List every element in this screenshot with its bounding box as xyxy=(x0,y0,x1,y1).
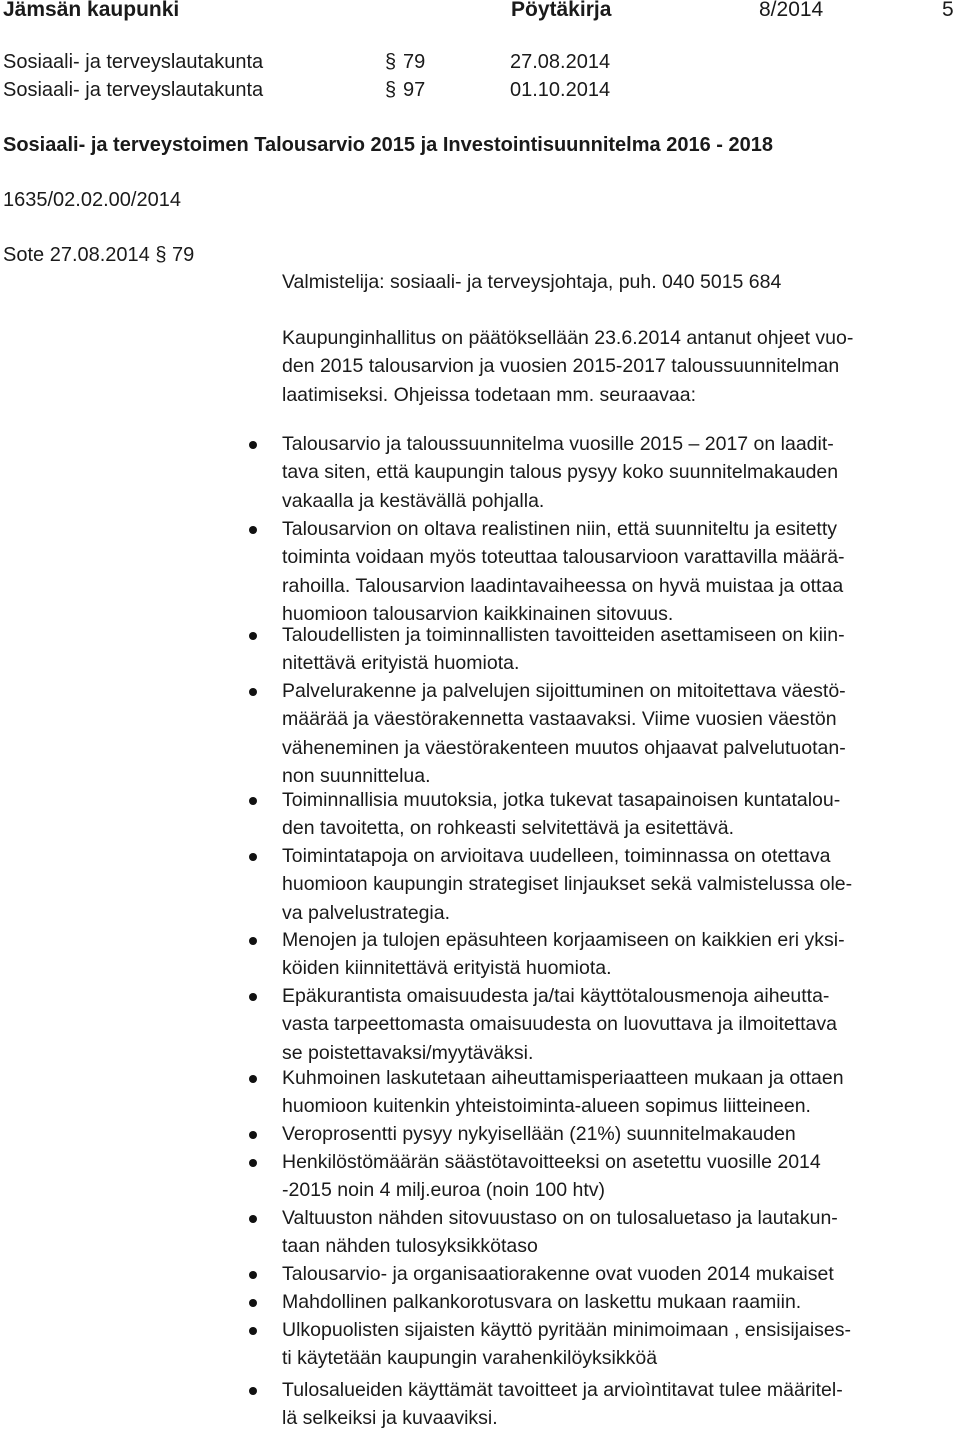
intro-paragraph xyxy=(282,324,960,409)
list-item-line: -2015 noin 4 milj.euroa (noin 100 htv) xyxy=(282,1179,606,1202)
list-item-line: Talousarvio- ja organisaatiorakenne ovat vuoden 2014 mukaiset xyxy=(282,1263,834,1285)
list-item xyxy=(282,842,960,927)
bullet-dot xyxy=(249,1327,257,1335)
list-item-line: Palvelurakenne ja palvelujen sijoittuminen on mitoitettava väestö- xyxy=(282,680,846,702)
list-item-line: taan nähden tulosyksikkötaso xyxy=(282,1235,538,1258)
list-item xyxy=(282,621,960,678)
bullet-dot xyxy=(249,1387,257,1395)
list-item-line: toiminta voidaan myös toteuttaa talousarvioon varattavilla määrä- xyxy=(282,546,845,569)
minutes-number-2: 97 xyxy=(403,79,426,101)
list-item xyxy=(282,1260,960,1288)
list-item xyxy=(282,1148,960,1205)
bullet-dot xyxy=(249,632,257,640)
sote-reference: Sote 27.08.2014 § 79 xyxy=(3,244,195,266)
bullet-dot xyxy=(249,937,257,945)
list-item-line: non suunnittelua. xyxy=(282,764,431,787)
list-item xyxy=(282,1064,960,1121)
bullet-dot xyxy=(249,1131,257,1139)
minutes-committee-2: Sosiaali- ja terveyslautakunta xyxy=(3,79,264,101)
bullet-dot xyxy=(249,1299,257,1307)
list-item-line: tava siten, että kaupungin talous pysyy koko suunnitelmakauden xyxy=(282,461,839,484)
city-name: Jämsän kaupunki xyxy=(3,0,180,21)
document-title: Sosiaali- ja terveystoimen Talousarvio 2015 ja Investointisuunnitelma 2016 - 2018 xyxy=(3,134,773,156)
bullet-dot xyxy=(249,853,257,861)
bullet-dot xyxy=(249,1159,257,1167)
page-number: 5 xyxy=(942,0,954,21)
bullet-dot xyxy=(249,1075,257,1083)
record-id: 1635/02.02.00/2014 xyxy=(3,189,181,211)
intro-line: Kaupunginhallitus on päätöksellään 23.6.2014 antanut ohjeet vuo- xyxy=(282,327,854,349)
bullet-dot xyxy=(249,526,257,534)
list-item xyxy=(282,926,960,983)
list-item-line: Toiminnallisia muutoksia, jotka tukevat tasapainoisen kuntatalou- xyxy=(282,789,841,811)
list-item-line: Tulosalueiden käyttämät tavoitteet ja arvioìntitavat tulee määritel- xyxy=(282,1379,843,1401)
list-item-line: Epäkurantista omaisuudesta ja/tai käyttötalousmenoja aiheutta- xyxy=(282,985,830,1007)
list-item xyxy=(282,515,960,628)
list-item-line: Menojen ja tulojen epäsuhteen korjaamiseen on kaikkien eri yksi- xyxy=(282,929,845,951)
list-item-line: Valtuuston nähden sitovuustaso on on tulosaluetaso ja lautakun- xyxy=(282,1207,838,1229)
list-item-line: va palvelustrategia. xyxy=(282,901,451,924)
list-item-line: lä selkeiksi ja kuvaaviksi. xyxy=(282,1407,498,1430)
bullet-dot xyxy=(249,441,257,449)
bullet-dot xyxy=(249,1215,257,1223)
list-item-line: Mahdollinen palkankorotusvara on laskettu mukaan raamiin. xyxy=(282,1291,802,1313)
intro-line: laatimiseksi. Ohjeissa todetaan mm. seuraavaa: xyxy=(282,383,697,406)
list-item xyxy=(282,430,960,515)
minutes-number-1: 79 xyxy=(403,51,426,73)
minutes-committee-1: Sosiaali- ja terveyslautakunta xyxy=(3,51,264,73)
list-item-line: väheneminen ja väestörakenteen muutos ohjaavat palvelutuotan- xyxy=(282,736,846,759)
list-item-line: ti käytetään kaupungin varahenkilöyksikköä xyxy=(282,1347,658,1370)
list-item xyxy=(282,1288,960,1316)
bullet-dot xyxy=(249,993,257,1001)
preparer-line: Valmistelija: sosiaali- ja terveysjohtaja, puh. 040 5015 684 xyxy=(282,271,782,293)
list-item xyxy=(282,1316,960,1373)
list-item-line: Toimintatapoja on arvioitava uudelleen, toiminnassa on otettava xyxy=(282,845,831,867)
list-item xyxy=(282,786,960,843)
list-item-line: Ulkopuolisten sijaisten käyttö pyritään minimoimaan , ensisijaises- xyxy=(282,1319,851,1341)
list-item xyxy=(282,677,960,790)
list-item-line: huomioon kuitenkin yhteistoiminta-alueen sopimus liitteineen. xyxy=(282,1095,811,1118)
bullet-dot xyxy=(249,688,257,696)
list-item-line: den tavoitetta, on rohkeasti selvitettävä ja esitettävä. xyxy=(282,817,735,840)
list-item xyxy=(282,982,960,1067)
list-item-line: se poistettavaksi/myytäväksi. xyxy=(282,1041,534,1064)
list-item-line: nitettävä erityistä huomiota. xyxy=(282,652,520,675)
list-item-line: vasta tarpeettomasta omaisuudesta on luovuttava ja ilmoitettava xyxy=(282,1013,837,1036)
list-item-line: Henkilöstömäärän säästötavoitteeksi on asetettu vuosille 2014 xyxy=(282,1151,821,1173)
document-type: Pöytäkirja xyxy=(511,0,612,21)
list-item-line: Talousarvio ja taloussuunnitelma vuosille 2015 – 2017 on laadit- xyxy=(282,433,834,455)
list-item-line: rahoilla. Talousarvion laadintavaiheessa on hyvä muistaa ja ottaa xyxy=(282,574,844,597)
list-item-line: Kuhmoinen laskutetaan aiheuttamisperiaatteen mukaan ja ottaen xyxy=(282,1067,844,1089)
list-item xyxy=(282,1204,960,1261)
list-item-line: Taloudellisten ja toiminnallisten tavoitteiden asettamiseen on kiin- xyxy=(282,624,845,646)
section-sign-1: § xyxy=(385,51,397,73)
document-number: 8/2014 xyxy=(759,0,824,21)
list-item-line: Veroprosentti pysyy nykyisellään (21%) suunnitelmakauden xyxy=(282,1123,796,1145)
list-item-line: köiden kiinnitettävä erityistä huomiota. xyxy=(282,957,612,980)
list-item-line: huomioon talousarvion kaikkinainen sitovuus. xyxy=(282,602,674,625)
bullet-dot xyxy=(249,1271,257,1279)
list-item xyxy=(282,1120,960,1148)
list-item xyxy=(282,1376,960,1433)
list-item-line: vakaalla ja kestävällä pohjalla. xyxy=(282,489,545,512)
intro-line: den 2015 talousarvion ja vuosien 2015-2017 taloussuunnitelman xyxy=(282,355,840,378)
section-sign-2: § xyxy=(385,79,397,101)
list-item-line: Talousarvion on oltava realistinen niin, että suunniteltu ja esitetty xyxy=(282,518,837,540)
minutes-date-2: 01.10.2014 xyxy=(510,79,611,101)
list-item-line: huomioon kaupungin strategiset linjaukset sekä valmistelussa ole- xyxy=(282,873,853,896)
bullet-dot xyxy=(249,797,257,805)
minutes-date-1: 27.08.2014 xyxy=(510,51,611,73)
list-item-line: määrää ja väestörakennetta vastaavaksi. Viime vuosien väestön xyxy=(282,708,837,731)
